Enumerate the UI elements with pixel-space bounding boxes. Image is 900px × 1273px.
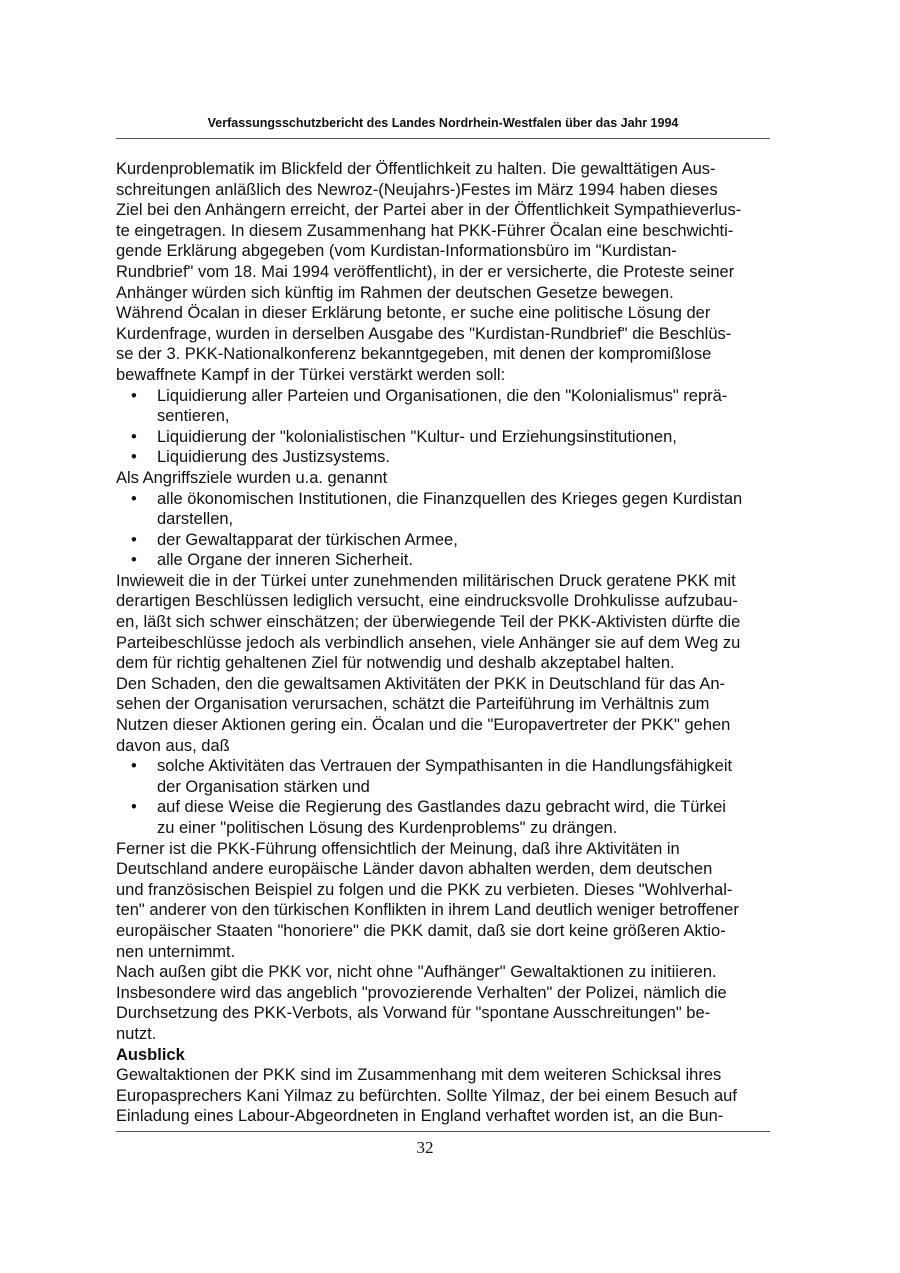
bullet-continuation: darstellen, bbox=[157, 510, 234, 529]
text-line: Durchsetzung des PKK-Verbots, als Vorwand für "spontane Ausschreitungen" be- bbox=[116, 1004, 711, 1023]
bullet-item bbox=[116, 447, 796, 468]
text-line: Nach außen gibt die PKK vor, nicht ohne "Aufhänger" Gewaltaktionen zu initiieren. bbox=[116, 963, 717, 982]
bullet-text: solche Aktivitäten das Vertrauen der Sympathisanten in die Handlungsfähigkeit bbox=[157, 757, 733, 776]
footer-rule bbox=[116, 1131, 770, 1132]
bullet-item bbox=[116, 489, 796, 510]
bullet-item bbox=[116, 797, 796, 818]
bullet-text: Liquidierung der "kolonialistischen "Kultur- und Erziehungsinstitutionen, bbox=[157, 427, 677, 446]
bullet-text: alle ökonomischen Institutionen, die Finanzquellen des Krieges gegen Kurdistan bbox=[157, 489, 743, 508]
text-line: europäischer Staaten "honoriere" die PKK damit, daß sie dort keine größeren Aktio- bbox=[116, 921, 726, 940]
text-line: Insbesondere wird das angeblich "provozierende Verhalten" der Polizei, nämlich die bbox=[116, 983, 727, 1002]
text-line: nutzt. bbox=[116, 1024, 157, 1043]
text-line: Einladung eines Labour-Abgeordneten in England verhaftet worden ist, an die Bun- bbox=[116, 1107, 724, 1126]
text-line: davon aus, daß bbox=[116, 736, 230, 755]
bullet-continuation: der Organisation stärken und bbox=[157, 777, 370, 796]
text-line: te eingetragen. In diesem Zusammenhang hat PKK-Führer Öcalan eine beschwichti- bbox=[116, 221, 734, 240]
text-line: schreitungen anläßlich des Newroz-(Neujahrs-)Festes im März 1994 haben dieses bbox=[116, 180, 718, 199]
page-header: Verfassungsschutzbericht des Landes Nordrhein-Westfalen über das Jahr 1994 bbox=[207, 116, 679, 130]
text-line: Als Angriffsziele wurden u.a. genannt bbox=[116, 468, 388, 487]
bullet-item bbox=[116, 550, 796, 571]
bullet-icon: • bbox=[131, 757, 137, 776]
body-text bbox=[116, 159, 796, 1127]
bullet-item bbox=[116, 756, 796, 777]
text-line: und französischen Beispiel zu folgen und die PKK zu verbieten. Dieses "Wohlverhal- bbox=[116, 880, 733, 899]
bullet-icon: • bbox=[131, 448, 137, 467]
bullet-item bbox=[116, 386, 796, 407]
bullet-text: auf diese Weise die Regierung des Gastlandes dazu gebracht wird, die Türkei bbox=[157, 798, 726, 817]
bullet-item bbox=[116, 530, 796, 551]
bullet-icon: • bbox=[131, 489, 137, 508]
text-line: Den Schaden, den die gewaltsamen Aktivitäten der PKK in Deutschland für das An- bbox=[116, 674, 726, 693]
text-line: Ziel bei den Anhängern erreicht, der Partei aber in der Öffentlichkeit Sympathieverlus- bbox=[116, 201, 742, 220]
text-line: ten" anderer von den türkischen Konflikten in ihrem Land deutlich weniger betroffener bbox=[116, 901, 739, 920]
bullet-icon: • bbox=[131, 798, 137, 817]
text-line: Kurdenproblematik im Blickfeld der Öffentlichkeit zu halten. Die gewalttätigen Aus- bbox=[116, 160, 716, 178]
text-line: Europasprechers Kani Yilmaz zu befürchten. Sollte Yilmaz, der bei einem Besuch auf bbox=[116, 1086, 737, 1105]
text-line: sehen der Organisation verursachen, schätzt die Parteiführung im Verhältnis zum bbox=[116, 695, 710, 714]
bullet-item bbox=[116, 427, 796, 448]
bullet-icon: • bbox=[131, 551, 137, 570]
text-line: derartigen Beschlüssen lediglich versucht, eine eindrucksvolle Drohkulisse aufzubau- bbox=[116, 592, 738, 611]
text-line: Rundbrief" vom 18. Mai 1994 veröffentlicht), in der er versicherte, die Proteste seiner bbox=[116, 262, 735, 281]
text-line: nen unternimmt. bbox=[116, 942, 236, 961]
section-heading: Ausblick bbox=[116, 1045, 185, 1064]
header-rule bbox=[116, 138, 770, 139]
text-line: en, läßt sich schwer einschätzen; der überwiegende Teil der PKK-Aktivisten dürfte die bbox=[116, 613, 741, 632]
bullet-continuation: sentieren, bbox=[157, 407, 230, 426]
text-line: Nutzen dieser Aktionen gering ein. Öcalan und die "Europavertreter der PKK" gehen bbox=[116, 716, 731, 735]
text-line: gende Erklärung abgegeben (vom Kurdistan-Informationsbüro im "Kurdistan- bbox=[116, 242, 677, 261]
text-line: Während Öcalan in dieser Erklärung betonte, er suche eine politische Lösung der bbox=[116, 304, 711, 323]
text-line: dem für richtig gehaltenen Ziel für notwendig und deshalb akzeptabel halten. bbox=[116, 654, 675, 673]
text-line: Anhänger würden sich künftig im Rahmen der deutschen Gesetze bewegen. bbox=[116, 283, 674, 302]
text-line: se der 3. PKK-Nationalkonferenz bekanntgegeben, mit denen der kompromißlose bbox=[116, 345, 712, 364]
page-number: 32 bbox=[416, 1138, 434, 1157]
bullet-text: Liquidierung des Justizsystems. bbox=[157, 448, 390, 467]
text-line: Gewaltaktionen der PKK sind im Zusammenhang mit dem weiteren Schicksal ihres bbox=[116, 1066, 722, 1085]
bullet-icon: • bbox=[131, 386, 137, 405]
text-line: Parteibeschlüsse jedoch als verbindlich ansehen, viele Anhänger sie auf dem Weg zu bbox=[116, 633, 741, 652]
bullet-icon: • bbox=[131, 530, 137, 549]
bullet-text: Liquidierung aller Parteien und Organisationen, die den "Kolonialismus" reprä- bbox=[157, 386, 728, 405]
bullet-text: der Gewaltapparat der türkischen Armee, bbox=[157, 530, 458, 549]
text-line: Deutschland andere europäische Länder davon abhalten werden, dem deutschen bbox=[116, 860, 713, 879]
text-line: bewaffnete Kampf in der Türkei verstärkt werden soll: bbox=[116, 365, 506, 384]
bullet-icon: • bbox=[131, 427, 137, 446]
bullet-text: alle Organe der inneren Sicherheit. bbox=[157, 551, 413, 570]
bullet-continuation: zu einer "politischen Lösung des Kurdenproblems" zu drängen. bbox=[157, 819, 618, 837]
text-line: Kurdenfrage, wurden in derselben Ausgabe des "Kurdistan-Rundbrief" die Beschlüs- bbox=[116, 324, 732, 343]
text-line: Inwieweit die in der Türkei unter zunehmenden militärischen Druck geratene PKK mit bbox=[116, 571, 736, 590]
text-line: Ferner ist die PKK-Führung offensichtlich der Meinung, daß ihre Aktivitäten in bbox=[116, 839, 680, 858]
